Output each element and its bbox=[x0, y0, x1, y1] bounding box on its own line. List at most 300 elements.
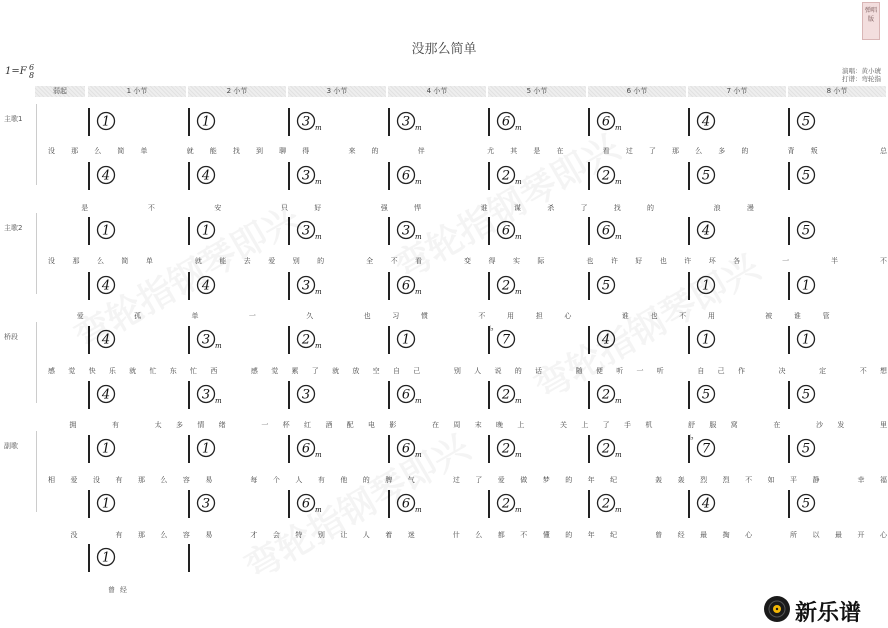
svg-text:m: m bbox=[615, 506, 622, 514]
lyric-char: 被 bbox=[765, 312, 773, 320]
lyric-char: 么 bbox=[94, 147, 102, 155]
chord-symbol bbox=[496, 383, 522, 405]
lyric-char: 好 bbox=[635, 257, 643, 265]
svg-text:m: m bbox=[515, 288, 522, 296]
lyric-char: 么 bbox=[695, 147, 703, 155]
lyric-char: 快 bbox=[88, 367, 96, 375]
chord-symbol bbox=[96, 492, 116, 512]
lyric-char: 杀 bbox=[547, 204, 555, 212]
chord-symbol bbox=[796, 110, 816, 130]
lyric-char: 上 bbox=[517, 421, 525, 429]
section-label: 主歌2 bbox=[4, 224, 23, 232]
chord-symbol bbox=[196, 437, 216, 457]
lyric-char: 没 bbox=[48, 257, 55, 265]
svg-text:1: 1 bbox=[101, 223, 111, 239]
lyric-char: 拥 bbox=[69, 421, 77, 429]
watermark bbox=[234, 420, 478, 590]
time-signature-top: 6 bbox=[29, 63, 35, 72]
svg-text:3: 3 bbox=[201, 332, 211, 348]
svg-text:1: 1 bbox=[101, 550, 111, 566]
lyric-char: 用 bbox=[507, 312, 515, 320]
lyric-char: 孤 bbox=[134, 312, 142, 320]
lyric-char: 也 bbox=[363, 312, 371, 320]
bar-line bbox=[588, 490, 590, 518]
lyric-char: 那 bbox=[137, 476, 145, 484]
svg-text:m: m bbox=[615, 397, 622, 405]
chord-symbol bbox=[296, 437, 322, 459]
lyric-char: 红 bbox=[304, 421, 311, 429]
svg-text:1: 1 bbox=[201, 223, 211, 239]
lyric-char: 发 bbox=[837, 421, 845, 429]
svg-text:m: m bbox=[515, 124, 522, 132]
edition-badge: 弹唱版 bbox=[862, 2, 880, 40]
svg-text:5: 5 bbox=[801, 168, 811, 184]
lyric-char: 谁 bbox=[793, 312, 801, 320]
lyric-char: 了 bbox=[311, 367, 319, 375]
svg-text:5: 5 bbox=[601, 278, 611, 294]
lyric-char: 曾 bbox=[108, 586, 115, 594]
bar-line bbox=[488, 272, 490, 300]
lyric-char: 乐 bbox=[108, 367, 116, 375]
lyric-char: 单 bbox=[140, 147, 148, 155]
svg-text:1: 1 bbox=[801, 278, 811, 294]
lyric-char: 西 bbox=[210, 367, 218, 375]
svg-text:5: 5 bbox=[801, 223, 811, 239]
svg-text:5: 5 bbox=[801, 387, 811, 403]
chord-symbol bbox=[596, 492, 622, 514]
header-measure-4: 4 小节 bbox=[388, 86, 486, 97]
chord-symbol bbox=[396, 164, 422, 186]
header-measure-6: 6 小节 bbox=[588, 86, 686, 97]
bar-line bbox=[188, 217, 190, 245]
section-divider bbox=[36, 431, 37, 512]
lyric-char: 梦 bbox=[542, 476, 550, 484]
lyric-char: 人 bbox=[295, 476, 303, 484]
bar-line bbox=[388, 217, 390, 245]
header-measure-3: 3 小节 bbox=[288, 86, 386, 97]
lyric-char: 心 bbox=[745, 531, 753, 539]
bar-line bbox=[188, 162, 190, 190]
lyric-char: 的 bbox=[514, 367, 522, 375]
lyric-char: 过 bbox=[625, 147, 633, 155]
lyric-char: 窝 bbox=[730, 421, 738, 429]
lyric-char: 年 bbox=[587, 531, 595, 539]
chord-symbol bbox=[490, 324, 516, 348]
svg-text:6: 6 bbox=[301, 441, 311, 457]
lyric-char: 别 bbox=[317, 531, 325, 539]
lyric-char: 坏 bbox=[708, 257, 716, 265]
site-logo bbox=[762, 594, 884, 624]
lyric-char: 不 bbox=[880, 257, 887, 265]
svg-text:6: 6 bbox=[401, 441, 411, 457]
chord-symbol bbox=[596, 219, 622, 241]
lyric-char: 过 bbox=[452, 476, 460, 484]
lyric-char: 容 bbox=[182, 476, 190, 484]
lyric-char: 便 bbox=[595, 367, 603, 375]
svg-text:2: 2 bbox=[301, 332, 311, 348]
bar-line bbox=[788, 108, 790, 136]
lyric-char: 听 bbox=[616, 367, 624, 375]
lyric-char: 各 bbox=[733, 257, 741, 265]
time-signature bbox=[29, 64, 34, 80]
svg-text:1: 1 bbox=[101, 496, 111, 512]
svg-text:4: 4 bbox=[701, 114, 711, 130]
bar-line bbox=[788, 326, 790, 354]
lyric-char: 得 bbox=[488, 257, 496, 265]
section-label: 副歌 bbox=[4, 442, 18, 450]
svg-text:m: m bbox=[415, 124, 422, 132]
chord-symbol bbox=[96, 219, 116, 239]
lyric-char: 电 bbox=[368, 421, 375, 429]
flat-sign: ♭ bbox=[690, 433, 694, 442]
lyric-char: 会 bbox=[272, 531, 280, 539]
bar-line bbox=[188, 490, 190, 518]
svg-text:m: m bbox=[515, 451, 522, 459]
lyric-char: 那 bbox=[71, 147, 79, 155]
lyric-char: 觉 bbox=[271, 367, 279, 375]
svg-text:m: m bbox=[415, 451, 422, 459]
lyric-char: 末 bbox=[474, 421, 482, 429]
lyric-char: 多 bbox=[176, 421, 183, 429]
bar-line bbox=[388, 108, 390, 136]
lyric-char: 着 bbox=[385, 531, 393, 539]
lyric-char: 许 bbox=[684, 257, 692, 265]
lyric-char: 作 bbox=[737, 367, 745, 375]
svg-text:3: 3 bbox=[301, 114, 311, 130]
lyric-char: 上 bbox=[581, 421, 589, 429]
lyric-char: 用 bbox=[707, 312, 715, 320]
lyric-char: 么 bbox=[160, 476, 168, 484]
lyric-char: 叛 bbox=[810, 147, 818, 155]
lyric-char: 舒 bbox=[688, 421, 695, 429]
lyric-char: 想 bbox=[880, 367, 887, 375]
lyric-char: 到 bbox=[256, 147, 263, 155]
lyric-char: 每 bbox=[250, 476, 258, 484]
bar-line bbox=[688, 217, 690, 245]
lyric-char: 不 bbox=[745, 476, 753, 484]
lyric-char: 伴 bbox=[417, 147, 425, 155]
svg-text:m: m bbox=[515, 233, 522, 241]
chord-symbol bbox=[796, 383, 816, 403]
lyric-char: 的 bbox=[371, 147, 379, 155]
lyric-char: 人 bbox=[362, 531, 370, 539]
lyric-char: 心 bbox=[880, 531, 887, 539]
chord-symbol bbox=[96, 110, 116, 130]
lyric-char: 经 bbox=[677, 531, 685, 539]
svg-text:6: 6 bbox=[501, 114, 511, 130]
chord-symbol bbox=[296, 110, 322, 132]
vinyl-record-icon bbox=[762, 594, 792, 624]
lyric-char: 看 bbox=[415, 257, 423, 265]
chord-symbol bbox=[296, 328, 322, 350]
lyric-char: 半 bbox=[831, 257, 839, 265]
svg-text:3: 3 bbox=[201, 387, 211, 403]
lyric-char: 尤 bbox=[487, 147, 495, 155]
lyric-char: 静 bbox=[812, 476, 820, 484]
lyric-char: 的 bbox=[647, 204, 655, 212]
bar-line bbox=[488, 381, 490, 409]
lyric-char: 来 bbox=[348, 147, 356, 155]
svg-text:2: 2 bbox=[501, 496, 511, 512]
svg-text:3: 3 bbox=[301, 278, 311, 294]
bar-line bbox=[88, 544, 90, 572]
lyric-char: 随 bbox=[575, 367, 583, 375]
chord-symbol bbox=[96, 437, 116, 457]
svg-text:m: m bbox=[515, 178, 522, 186]
lyric-char: 情 bbox=[197, 421, 205, 429]
bar-line bbox=[88, 272, 90, 300]
lyric-char: 让 bbox=[340, 531, 348, 539]
lyric-char: 气 bbox=[407, 476, 415, 484]
svg-text:2: 2 bbox=[501, 168, 511, 184]
lyric-char: 不 bbox=[478, 312, 486, 320]
bar-line bbox=[88, 108, 90, 136]
lyric-char: 都 bbox=[497, 531, 505, 539]
lyric-char: 有 bbox=[112, 421, 119, 429]
lyric-char: 服 bbox=[709, 421, 717, 429]
lyric-char: 轰 bbox=[655, 476, 663, 484]
svg-text:m: m bbox=[515, 397, 522, 405]
lyric-char: 烈 bbox=[722, 476, 730, 484]
lyric-char: 容 bbox=[182, 531, 190, 539]
bar-line bbox=[288, 272, 290, 300]
svg-text:4: 4 bbox=[701, 496, 711, 512]
svg-text:4: 4 bbox=[101, 278, 111, 294]
lyric-char: 别 bbox=[292, 257, 300, 265]
lyric-char: 东 bbox=[169, 367, 177, 375]
lyric-char: 么 bbox=[96, 257, 104, 265]
lyric-char: 就 bbox=[129, 367, 137, 375]
lyric-char: 所 bbox=[790, 531, 798, 539]
lyric-char: 谁 bbox=[480, 204, 488, 212]
bar-line bbox=[188, 381, 190, 409]
section-divider bbox=[36, 322, 37, 403]
lyric-char: 杯 bbox=[282, 421, 290, 429]
chord-symbol bbox=[296, 164, 322, 186]
lyric-char: 担 bbox=[535, 312, 543, 320]
lyric-char: 以 bbox=[812, 531, 820, 539]
lyric-char: 的 bbox=[317, 257, 325, 265]
svg-text:3: 3 bbox=[301, 168, 311, 184]
lyric-char: 管 bbox=[822, 312, 830, 320]
lyric-char: 轰 bbox=[677, 476, 685, 484]
svg-text:6: 6 bbox=[401, 496, 411, 512]
lyric-char: 在 bbox=[432, 421, 439, 429]
lyric-char: 年 bbox=[587, 476, 595, 484]
lyric-char: 漫 bbox=[746, 204, 754, 212]
lyric-char: 许 bbox=[610, 257, 618, 265]
chord-symbol bbox=[796, 219, 816, 239]
lyric-char: 不 bbox=[390, 257, 398, 265]
svg-text:6: 6 bbox=[301, 496, 311, 512]
lyric-char: 最 bbox=[835, 531, 843, 539]
chord-symbol bbox=[796, 274, 816, 294]
bar-line bbox=[288, 435, 290, 463]
bar-line bbox=[88, 217, 90, 245]
chord-symbol bbox=[196, 110, 216, 130]
chord-symbol bbox=[196, 328, 222, 350]
bar-line bbox=[188, 435, 190, 463]
lyric-char: 单 bbox=[191, 312, 199, 320]
svg-text:1: 1 bbox=[201, 114, 211, 130]
chord-symbol bbox=[696, 219, 716, 239]
lyric-char: 幸 bbox=[857, 476, 865, 484]
chord-symbol bbox=[296, 274, 322, 296]
svg-text:2: 2 bbox=[601, 387, 611, 403]
bar-line bbox=[488, 108, 490, 136]
chord-symbol bbox=[96, 546, 116, 566]
svg-text:1: 1 bbox=[701, 278, 711, 294]
svg-text:3: 3 bbox=[301, 223, 311, 239]
bar-line bbox=[488, 435, 490, 463]
lyric-char: 别 bbox=[453, 367, 461, 375]
lyric-char: 一 bbox=[782, 257, 790, 265]
lyric-char: 晚 bbox=[496, 421, 503, 429]
bar-line bbox=[88, 435, 90, 463]
lyric-char: 那 bbox=[672, 147, 679, 155]
svg-text:4: 4 bbox=[701, 223, 711, 239]
lyric-char: 浪 bbox=[713, 204, 721, 212]
svg-text:m: m bbox=[615, 178, 622, 186]
bar-line bbox=[288, 162, 290, 190]
lyric-char: 纪 bbox=[610, 476, 618, 484]
lyric-char: 放 bbox=[352, 367, 360, 375]
site-logo-text: 新乐谱 bbox=[795, 601, 862, 626]
svg-text:m: m bbox=[415, 506, 422, 514]
lyric-char: 的 bbox=[565, 476, 573, 484]
lyric-char: 简 bbox=[121, 257, 129, 265]
svg-text:m: m bbox=[615, 233, 622, 241]
lyric-char: 迷 bbox=[407, 531, 415, 539]
lyric-char: 爱 bbox=[76, 312, 84, 320]
lyric-char: 最 bbox=[700, 531, 708, 539]
svg-text:m: m bbox=[615, 124, 622, 132]
arranger-credit: 打谱：弯轮指 bbox=[842, 75, 881, 83]
lyric-char: 么 bbox=[475, 531, 483, 539]
svg-text:1: 1 bbox=[801, 332, 811, 348]
lyric-char: 个 bbox=[272, 476, 280, 484]
lyric-char: 关 bbox=[560, 421, 567, 429]
lyric-char: 了 bbox=[602, 421, 610, 429]
svg-text:m: m bbox=[615, 451, 622, 459]
bar-line bbox=[788, 490, 790, 518]
lyric-char: 惯 bbox=[420, 312, 428, 320]
lyric-char: 单 bbox=[145, 257, 153, 265]
lyric-char: 说 bbox=[494, 367, 502, 375]
bar-line bbox=[588, 217, 590, 245]
svg-text:3: 3 bbox=[301, 387, 311, 403]
bar-line bbox=[788, 272, 790, 300]
lyric-char: 际 bbox=[537, 257, 545, 265]
bar-line bbox=[788, 381, 790, 409]
chord-symbol bbox=[296, 383, 316, 403]
svg-text:1: 1 bbox=[101, 114, 111, 130]
chord-symbol bbox=[196, 383, 222, 405]
lyric-char: 一 bbox=[248, 312, 256, 320]
svg-text:6: 6 bbox=[601, 114, 611, 130]
svg-text:4: 4 bbox=[201, 278, 211, 294]
svg-text:m: m bbox=[415, 397, 422, 405]
bar-line bbox=[388, 162, 390, 190]
lyric-char: 己 bbox=[717, 367, 725, 375]
svg-text:m: m bbox=[315, 342, 322, 350]
watermark bbox=[524, 240, 768, 410]
lyric-char: 感 bbox=[48, 367, 55, 375]
lyric-char: 不 bbox=[520, 531, 528, 539]
lyric-char: 是 bbox=[533, 147, 541, 155]
section-divider bbox=[36, 213, 37, 294]
bar-line bbox=[388, 272, 390, 300]
lyric-char: 那 bbox=[137, 531, 145, 539]
bar-line bbox=[188, 326, 190, 354]
svg-text:1: 1 bbox=[701, 332, 711, 348]
chord-symbol bbox=[796, 164, 816, 184]
bar-line bbox=[688, 108, 690, 136]
lyric-char: 己 bbox=[413, 367, 421, 375]
lyric-char: 简 bbox=[117, 147, 125, 155]
lyric-char: 也 bbox=[650, 312, 658, 320]
lyric-char: 爱 bbox=[497, 476, 505, 484]
bar-line bbox=[788, 162, 790, 190]
lyric-char: 久 bbox=[306, 312, 314, 320]
lyric-char: 相 bbox=[48, 476, 55, 484]
lyric-char: 就 bbox=[186, 147, 194, 155]
bar-line bbox=[688, 490, 690, 518]
lyric-char: 平 bbox=[790, 476, 798, 484]
header-measure-2: 2 小节 bbox=[188, 86, 286, 97]
svg-text:4: 4 bbox=[101, 387, 111, 403]
bar-line bbox=[288, 326, 290, 354]
lyric-char: 忙 bbox=[190, 367, 198, 375]
bar-line bbox=[88, 490, 90, 518]
section-label: 主歌1 bbox=[4, 115, 23, 123]
lyric-char: 手 bbox=[624, 421, 631, 429]
svg-text:4: 4 bbox=[601, 332, 611, 348]
header-measure-7: 7 小节 bbox=[688, 86, 786, 97]
svg-text:6: 6 bbox=[601, 223, 611, 239]
lyric-char: 没 bbox=[70, 531, 78, 539]
chord-symbol bbox=[496, 492, 522, 514]
bar-line bbox=[388, 381, 390, 409]
bar-line bbox=[688, 381, 690, 409]
lyric-char: 总 bbox=[880, 147, 887, 155]
lyric-char: 做 bbox=[520, 476, 528, 484]
lyric-char: 谁 bbox=[621, 312, 629, 320]
svg-text:m: m bbox=[515, 506, 522, 514]
chord-symbol bbox=[196, 164, 216, 184]
lyric-char: 了 bbox=[475, 476, 483, 484]
bar-line bbox=[488, 490, 490, 518]
lyric-char: 机 bbox=[645, 421, 653, 429]
time-signature-bottom: 8 bbox=[29, 71, 35, 80]
lyric-char: 绪 bbox=[218, 421, 226, 429]
lyric-char: 人 bbox=[474, 367, 482, 375]
chord-symbol bbox=[596, 274, 616, 294]
lyric-char: 忙 bbox=[149, 367, 157, 375]
lyric-char: 了 bbox=[648, 147, 656, 155]
lyric-char: 掏 bbox=[722, 531, 730, 539]
lyric-char: 好 bbox=[314, 204, 322, 212]
chord-symbol bbox=[696, 328, 716, 348]
bar-line bbox=[88, 162, 90, 190]
svg-text:2: 2 bbox=[601, 441, 611, 457]
chord-symbol bbox=[96, 383, 116, 403]
lyric-char: 纪 bbox=[610, 531, 618, 539]
svg-text:1: 1 bbox=[401, 332, 411, 348]
bar-line bbox=[88, 381, 90, 409]
lyric-char: 爱 bbox=[70, 476, 78, 484]
svg-text:m: m bbox=[315, 451, 322, 459]
